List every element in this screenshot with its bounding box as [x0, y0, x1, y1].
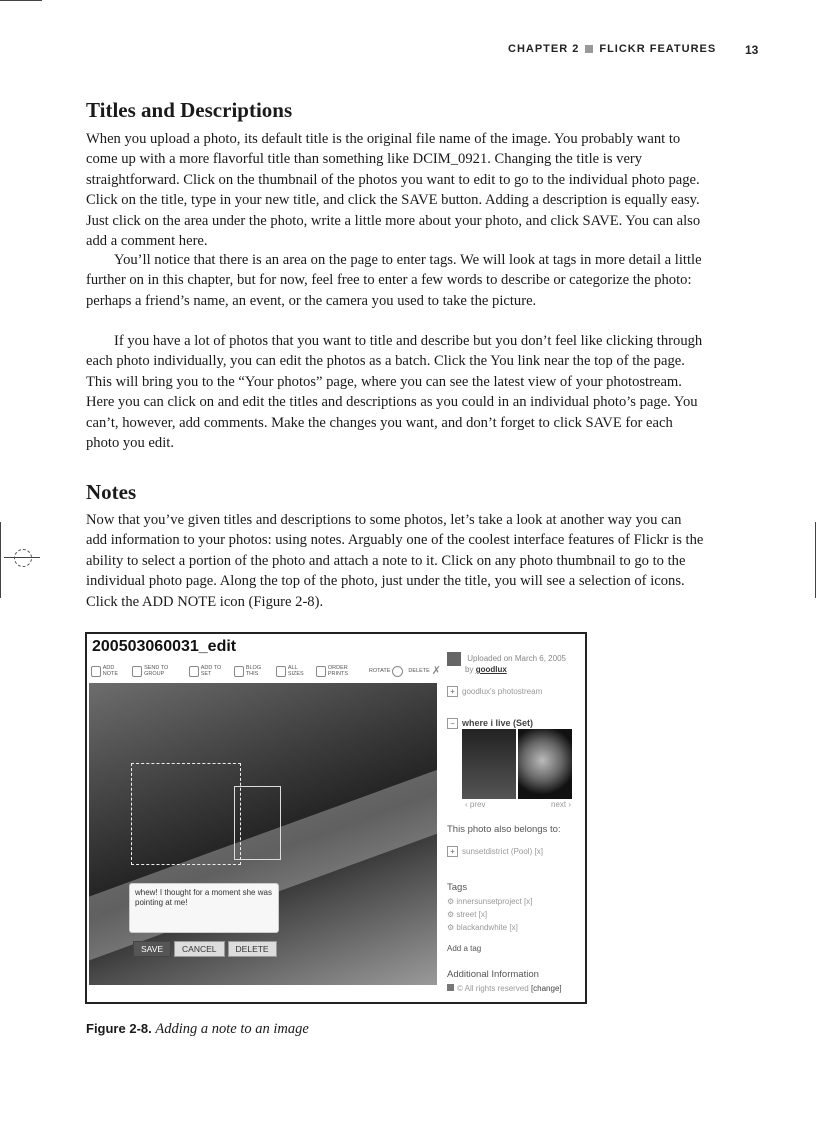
page-number: 13 — [745, 43, 759, 57]
delete-button[interactable]: DELETE — [228, 941, 277, 957]
registration-mark — [14, 549, 32, 567]
all-sizes-button[interactable]: ALL SIZES — [276, 665, 311, 677]
photo-toolbar — [91, 665, 441, 677]
pool-row[interactable]: + sunsetdistrict (Pool) [x] — [447, 846, 543, 857]
remove-tag-link[interactable]: [x] — [478, 910, 488, 919]
thumbnail-prev[interactable] — [462, 729, 516, 799]
set-row[interactable]: − where i live (Set) — [447, 718, 533, 729]
avatar[interactable] — [447, 652, 461, 666]
set-icon — [189, 666, 199, 677]
note-selection-box[interactable] — [131, 763, 241, 865]
figure-screenshot — [85, 632, 587, 1004]
tag-item[interactable]: ⚙ street [x] — [447, 910, 488, 919]
add-to-set-button[interactable]: ADD TO SET — [189, 665, 229, 677]
next-link[interactable]: next › — [551, 800, 572, 809]
set-thumbnails — [462, 729, 572, 799]
rights-row: © All rights reserved [change] — [447, 984, 562, 993]
photo-image[interactable] — [89, 683, 437, 985]
heading-titles-descriptions: Titles and Descriptions — [86, 98, 293, 122]
caption-label: Figure 2-8. — [86, 1021, 152, 1036]
paragraph: When you upload a photo, its default title is the original file name of the image. You probably want to come up with a more flavorful title than something like DCIM_0921. Changing the title is very straightforward. Click on the thumbnail of the photos you want to edit to go to the individual photo page. Click on the title, type in your new title, and click the SAVE button. Adding a description is equally easy. Just click on the area under the photo, write a little more about your photo, and click SAVE. You can also add a comment here. — [86, 131, 701, 250]
change-license-link[interactable]: [change] — [530, 984, 562, 993]
section-label: FLICKR FEATURES — [599, 43, 717, 55]
blog-this-button[interactable]: BLOG THIS — [234, 665, 271, 677]
heading-notes: Notes — [86, 480, 137, 504]
upload-info — [447, 652, 566, 666]
blog-icon — [234, 666, 244, 677]
note-buttons — [133, 941, 277, 957]
magnifier-icon — [276, 666, 286, 677]
paragraph: Now that you’ve given titles and descriptions to some photos, let’s take a look at another way you can add information to your photos: using notes. Arguably one of the coolest interface features of Flickr is the ability to select a portion of the photo and attach a note to it. Click on any photo thumbnail to go to the individual photo page. Along the top of the photo, just under the title, you will see a selection of icons. Click the ADD NOTE icon (Figure 2-8). — [86, 512, 704, 610]
remove-tag-link[interactable]: [x] — [509, 923, 518, 932]
also-belongs-label: This photo also belongs to: — [447, 824, 561, 835]
paragraph: You’ll notice that there is an area on the page to enter tags. We will look at tags in more detail a little further on in this chapter, but for now, feel free to enter a few words to describe or categorize the photo: perhaps a friend’s name, an event, or the camera you used to take the picture. — [86, 252, 702, 309]
note-textarea[interactable]: whew! I thought for a moment she was pointing at me! — [129, 883, 279, 933]
thumbnail-next[interactable] — [518, 729, 572, 799]
remove-pool-link[interactable]: [x] — [534, 847, 543, 856]
additional-info-heading: Additional Information — [447, 969, 539, 980]
photo-title[interactable]: 200503060031_edit — [92, 638, 237, 655]
uploader-line: by goodlux — [465, 665, 507, 674]
paragraph: If you have a lot of photos that you want to title and describe but you don’t feel like clicking through each photo individually, you can edit the photos as a batch. Click the You link near the top of the page. This will bring you to the “Your photos” page, where you can see the latest view of your photostream. Here you can click on and edit the titles and descriptions as you could in an individual photo’s page. You can’t, however, add comments. Make the changes you want, and don’t forget to click SAVE for each photo you edit. — [86, 333, 703, 452]
add-tag-link[interactable]: Add a tag — [447, 944, 482, 953]
photostream-row[interactable]: + goodlux's photostream — [447, 686, 542, 697]
prints-icon — [316, 666, 326, 677]
order-prints-button[interactable]: ORDER PRINTS — [316, 665, 364, 677]
caption-text: Adding a note to an image — [155, 1021, 309, 1037]
minus-icon: − — [447, 718, 458, 729]
note-icon — [91, 666, 101, 677]
tag-item[interactable]: ⚙ blackandwhite [x] — [447, 923, 518, 932]
remove-tag-link[interactable]: [x] — [524, 897, 533, 906]
plus-icon: + — [447, 686, 458, 697]
crop-mark-left — [0, 522, 1, 598]
figure-caption — [86, 1021, 309, 1038]
crop-mark-top — [0, 0, 42, 1]
license-icon — [447, 984, 454, 991]
rotate-button[interactable]: ROTATE — [369, 666, 404, 677]
existing-note-box[interactable] — [234, 786, 281, 860]
upload-date: Uploaded on March 6, 2005 — [467, 654, 566, 664]
save-button[interactable]: SAVE — [133, 941, 171, 957]
running-head — [508, 43, 716, 55]
cancel-button[interactable]: CANCEL — [174, 941, 224, 957]
add-note-button[interactable]: ADD NOTE — [91, 665, 127, 677]
delete-x-icon: ✗ — [431, 665, 441, 677]
prev-link[interactable]: ‹ prev — [465, 800, 486, 809]
chapter-label: CHAPTER 2 — [508, 43, 580, 55]
user-link[interactable]: goodlux — [475, 665, 507, 674]
plus-icon: + — [447, 846, 458, 857]
rotate-icon — [392, 666, 403, 677]
tag-item[interactable]: ⚙ innersunsetproject [x] — [447, 897, 533, 906]
group-icon — [132, 666, 142, 677]
send-to-group-button[interactable]: SEND TO GROUP — [132, 665, 184, 677]
square-separator-icon — [585, 45, 593, 53]
registration-line — [4, 557, 40, 558]
tags-heading: Tags — [447, 882, 468, 893]
delete-photo-button[interactable]: DELETE ✗ — [408, 665, 441, 677]
